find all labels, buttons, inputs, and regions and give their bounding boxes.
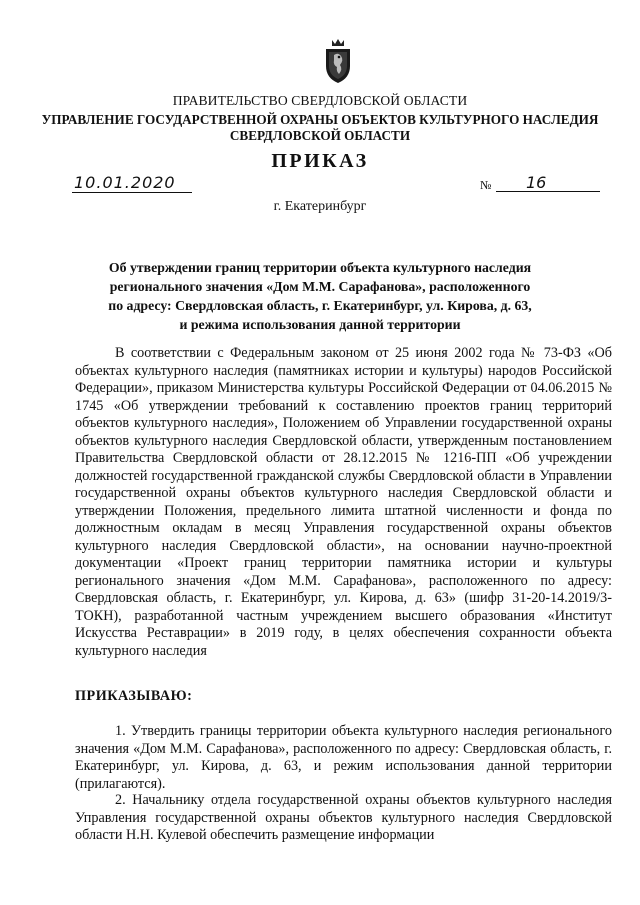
subject-line-2: регионального значения «Дом М.М. Сарафанова», расположенного	[109, 279, 531, 294]
department-line-1: УПРАВЛЕНИЕ ГОСУДАРСТВЕННОЙ ОХРАНЫ ОБЪЕКТОВ КУЛЬТУРНОГО НАСЛЕДИЯ	[41, 112, 599, 127]
subject-line-1: Об утверждении границ территории объекта культурного наследия	[108, 260, 532, 275]
subject-line-4: и режима использования данной территории	[179, 317, 461, 332]
subject-line-3: по адресу: Свердловская область, г. Екатеринбург, ул. Кирова, д. 63,	[108, 298, 532, 313]
item-2-number: 2.	[115, 792, 126, 808]
preamble-text: В соответствии с Федеральным законом от 25 июня 2002 года № 73-ФЗ «Об объектах культурного наследия (памятниках истории и культуры) народов Российской Федерации», приказом Министерства культуры Российской Федерации от 04.06.2015 № 1745 «Об утверждении требований к составлению проектов границ территорий объектов культурного наследия», Положением об Управлении государственной охраны объектов культурного наследия Свердловской области, утвержденным постановлением Правительства Свердловской области от 28.12.2015 № 1216-ПП «Об учреждении должностей государственной гражданской службы Свердловской области в Управлении государственной охраны объектов культурного наследия Свердловской области и утверждении Положения, предельного лимита штатной численности и фонда по должностным окладам в месяц Управления государственной охраны объектов культурного наследия Свердловской области», на основании научно-проектной документации «Проект границ территории памятника истории и культуры регионального значения «Дом М.М. Сарафанова», расположенного по адресу: Свердловская область, г. Екатеринбург, ул. Кирова, д. 63» (шифр 31-20-14.2019/3-ТОКН), разработанной частным учреждением высшего образования «Институт Искусства Реставрации» в 2019 году, в целях обеспечения сохранности объекта культурного наследия	[75, 345, 612, 659]
department-line-2: СВЕРДЛОВСКОЙ ОБЛАСТИ	[229, 128, 411, 143]
government-name: ПРАВИТЕЛЬСТВО СВЕРДЛОВСКОЙ ОБЛАСТИ	[172, 93, 468, 108]
department-name	[0, 112, 640, 144]
order-item-1	[75, 723, 612, 793]
order-item-2	[75, 792, 612, 845]
number-label: №	[480, 178, 492, 192]
preamble-paragraph	[75, 345, 612, 660]
item-1-text: Утвердить границы территории объекта культурного наследия регионального значения «Дом М.М. Сарафанова», расположенного по адресу: Свердловская область, г. Екатеринбург, ул. Кирова, д. 63, и режим использования данной территории (прилагаются).	[75, 723, 612, 792]
item-2-text: Начальнику отдела государственной охраны объектов культурного наследия Управления государственной охраны объектов культурного наследия Свердловской области Н.Н. Кулевой обеспечить размещение информации	[75, 792, 612, 843]
document-date: 10.01.2020	[72, 173, 192, 193]
item-1-number: 1.	[115, 723, 126, 739]
document-number: 16	[496, 173, 600, 192]
document-title: ПРИКАЗ	[271, 150, 369, 172]
document-subject	[0, 258, 640, 334]
coat-of-arms-icon	[323, 38, 353, 84]
document-city: г. Екатеринбург	[273, 199, 367, 214]
order-heading: ПРИКАЗЫВАЮ:	[75, 688, 193, 704]
